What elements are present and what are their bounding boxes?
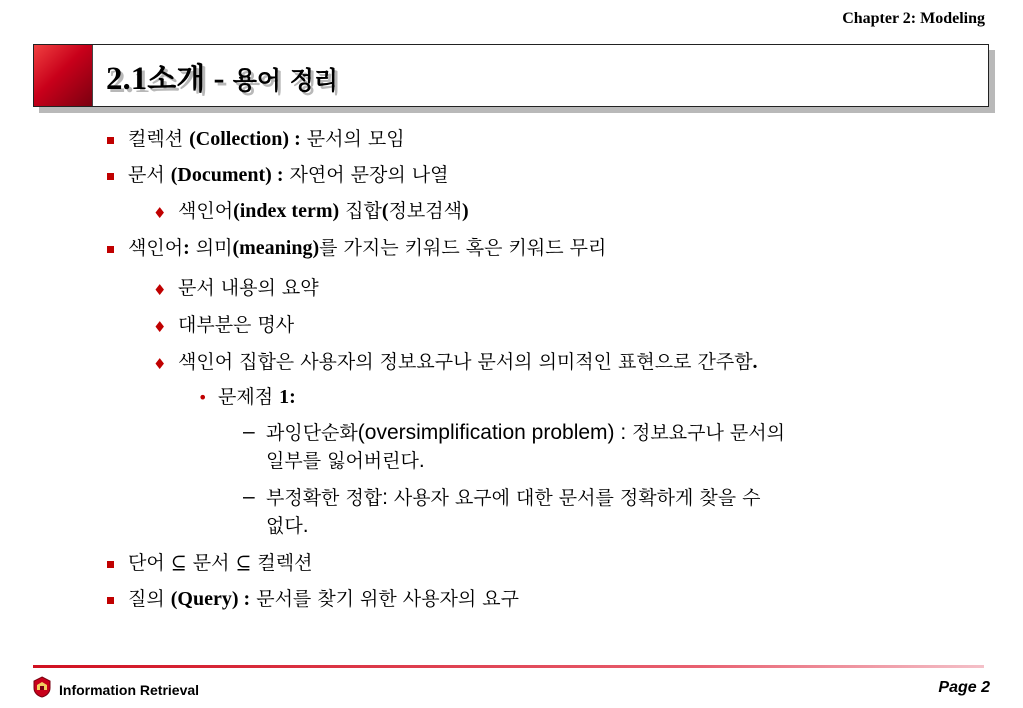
- bullet-collection: [128, 127, 405, 151]
- text: (Collection) :: [189, 128, 301, 150]
- bullet-index-term-meaning: [128, 236, 606, 260]
- text: 색인어 집합은 사용자의 정보요구나 문서의 의미적인 표현으로 간주함: [178, 351, 753, 373]
- diamond-bullet-icon: ♦: [153, 281, 167, 299]
- text: (index term): [233, 200, 340, 222]
- text: 문서: [128, 164, 171, 186]
- text: (meaning): [232, 237, 320, 259]
- diamond-bullet-icon: ♦: [153, 355, 167, 373]
- footer-divider: [33, 665, 984, 668]
- text: 문서의 모임: [300, 128, 405, 150]
- text: 문서를 찾기 위한 사용자의 요구: [250, 588, 519, 610]
- text: 정보요구나 문서의: [632, 422, 785, 444]
- text: 컬렉션: [128, 128, 190, 150]
- bullet-subset-relation: [128, 551, 313, 575]
- problem-heading: [218, 385, 296, 409]
- problem-oversimplification-cont: [266, 449, 425, 473]
- text: 색인어: [128, 237, 184, 259]
- sub-index-term: [178, 199, 469, 223]
- bullet-square-icon: [107, 173, 114, 180]
- text: .: [302, 514, 309, 537]
- dash-marker: –: [243, 485, 255, 508]
- text: 일부를 잃어버린다: [266, 450, 419, 472]
- diamond-bullet-icon: ♦: [153, 318, 167, 336]
- text: (Query) :: [170, 588, 251, 610]
- title-accent-block: [34, 45, 93, 106]
- sub-nouns: 대부분은 명사: [178, 314, 295, 336]
- bullet-document: [128, 163, 448, 187]
- footer-course-title: Information Retrieval: [59, 682, 200, 698]
- bullet-square-icon: [107, 561, 114, 568]
- sub-summary: 문서 내용의 요약: [178, 277, 319, 299]
- text: 사용자 요구에 대한 문서를 정확하게 찾을 수: [393, 487, 761, 509]
- text: :: [382, 486, 394, 509]
- text: 문서: [186, 552, 236, 574]
- text: :: [183, 237, 190, 259]
- text: (oversimplification problem) :: [357, 421, 633, 444]
- text: .: [752, 351, 758, 373]
- text: 질의: [128, 588, 171, 610]
- bullet-square-icon: [107, 137, 114, 144]
- text: 를 가지는 키워드 혹은 키워드 무리: [319, 237, 607, 259]
- problem-inexact-match: [266, 486, 760, 510]
- text: 없다: [266, 515, 303, 537]
- title-sub: 용어 정리: [232, 66, 339, 95]
- title-bar: [33, 44, 989, 107]
- dot-bullet-icon: •: [198, 388, 208, 407]
- page-number: Page 2: [938, 679, 990, 696]
- text: 1:: [279, 386, 296, 408]
- text: 자연어 문장의 나열: [283, 164, 449, 186]
- university-logo-icon: [33, 676, 51, 698]
- bullet-square-icon: [107, 597, 114, 604]
- bullet-query: [128, 587, 519, 611]
- subset-symbol: ⊆: [170, 552, 187, 574]
- slide-title: [106, 54, 338, 98]
- chapter-label: Chapter 2: Modeling: [842, 10, 985, 27]
- text: (: [381, 200, 389, 222]
- text: ): [461, 200, 469, 222]
- text: (Document) :: [170, 164, 284, 186]
- text: 정보검색: [388, 200, 462, 222]
- diamond-bullet-icon: ♦: [153, 204, 167, 222]
- title-number: 2.1: [106, 61, 148, 97]
- text: 색인어: [178, 200, 234, 222]
- dash-marker: –: [243, 420, 255, 443]
- text: .: [418, 449, 425, 472]
- subset-symbol: ⊆: [235, 552, 252, 574]
- text: 집합: [339, 200, 382, 222]
- title-main: 소개: [147, 62, 206, 97]
- problem-oversimplification: [266, 421, 785, 445]
- text: 부정확한 정합: [266, 487, 383, 509]
- text: 컬렉션: [251, 552, 313, 574]
- bullet-square-icon: [107, 246, 114, 253]
- text: 문제점: [218, 386, 280, 408]
- problem-inexact-match-cont: [266, 514, 309, 538]
- title-separator: -: [205, 61, 233, 97]
- text: 단어: [128, 552, 171, 574]
- text: 의미: [189, 237, 233, 259]
- text: 과잉단순화: [266, 422, 358, 444]
- sub-representation: [178, 350, 758, 374]
